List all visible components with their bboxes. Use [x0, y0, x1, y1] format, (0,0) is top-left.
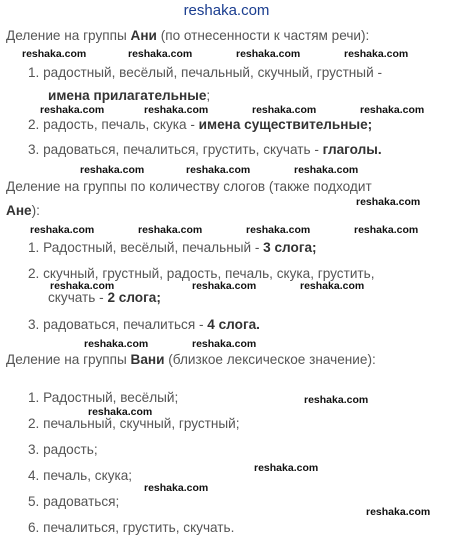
s2-item-1: 1. Радостный, весёлый, печальный - 3 слога; [28, 240, 317, 255]
s3-item-5: 5. радоваться; [28, 494, 120, 509]
s3-item-3: 3. радость; [28, 442, 98, 457]
watermark: reshaka.com [40, 104, 105, 116]
s2-item-3: 3. радоваться, печалиться - 4 слога. [28, 317, 260, 332]
s1-item-1-cont: имена прилагательные; [48, 88, 211, 103]
watermark: reshaka.com [360, 104, 425, 116]
watermark: reshaka.com [88, 406, 153, 418]
s1-item-2: 2. радость, печаль, скука - имена существительные; [28, 117, 373, 132]
watermark: reshaka.com [356, 196, 421, 208]
watermark: reshaka.com [144, 104, 209, 116]
section2-heading-cont: Ане): [6, 203, 40, 218]
s3-item-4: 4. печаль, скука; [28, 468, 133, 483]
watermark: reshaka.com [246, 224, 311, 236]
watermark: reshaka.com [186, 164, 251, 176]
watermark: reshaka.com [252, 104, 317, 116]
watermark: reshaka.com [22, 48, 87, 60]
watermark: reshaka.com [366, 506, 431, 518]
watermark: reshaka.com [144, 482, 209, 494]
watermark: reshaka.com [84, 338, 149, 350]
s3-item-2: 2. печальный, скучный, грустный; [28, 416, 240, 431]
watermark: reshaka.com [294, 164, 359, 176]
section1-heading: Деление на группы Ани (по отнесенности к частям речи): [6, 28, 370, 43]
s1-item-1: 1. радостный, весёлый, печальный, скучный, грустный - [28, 65, 382, 80]
s2-item-2-cont: скучать - 2 слога; [48, 290, 161, 305]
watermark: reshaka.com [304, 394, 369, 406]
watermark: reshaka.com [300, 280, 365, 292]
watermark: reshaka.com [192, 280, 257, 292]
s2-item-2: 2. скучный, грустный, радость, печаль, скука, грустить, [28, 266, 375, 281]
site-title: reshaka.com [183, 2, 270, 19]
watermark: reshaka.com [50, 280, 115, 292]
s3-item-1: 1. Радостный, весёлый; [28, 390, 179, 405]
watermark: reshaka.com [80, 164, 145, 176]
watermark: reshaka.com [236, 48, 301, 60]
watermark: reshaka.com [344, 48, 409, 60]
watermark: reshaka.com [138, 224, 203, 236]
watermark: reshaka.com [254, 462, 319, 474]
s3-item-6: 6. печалиться, грустить, скучать. [28, 520, 235, 535]
watermark: reshaka.com [30, 224, 95, 236]
section2-heading: Деление на группы по количеству слогов (также подходит [6, 179, 372, 194]
s1-item-3: 3. радоваться, печалиться, грустить, скучать - глаголы. [28, 142, 382, 157]
watermark: reshaka.com [128, 48, 193, 60]
watermark: reshaka.com [354, 224, 419, 236]
section3-heading: Деление на группы Вани (близкое лексическое значение): [6, 352, 376, 367]
watermark: reshaka.com [192, 338, 257, 350]
